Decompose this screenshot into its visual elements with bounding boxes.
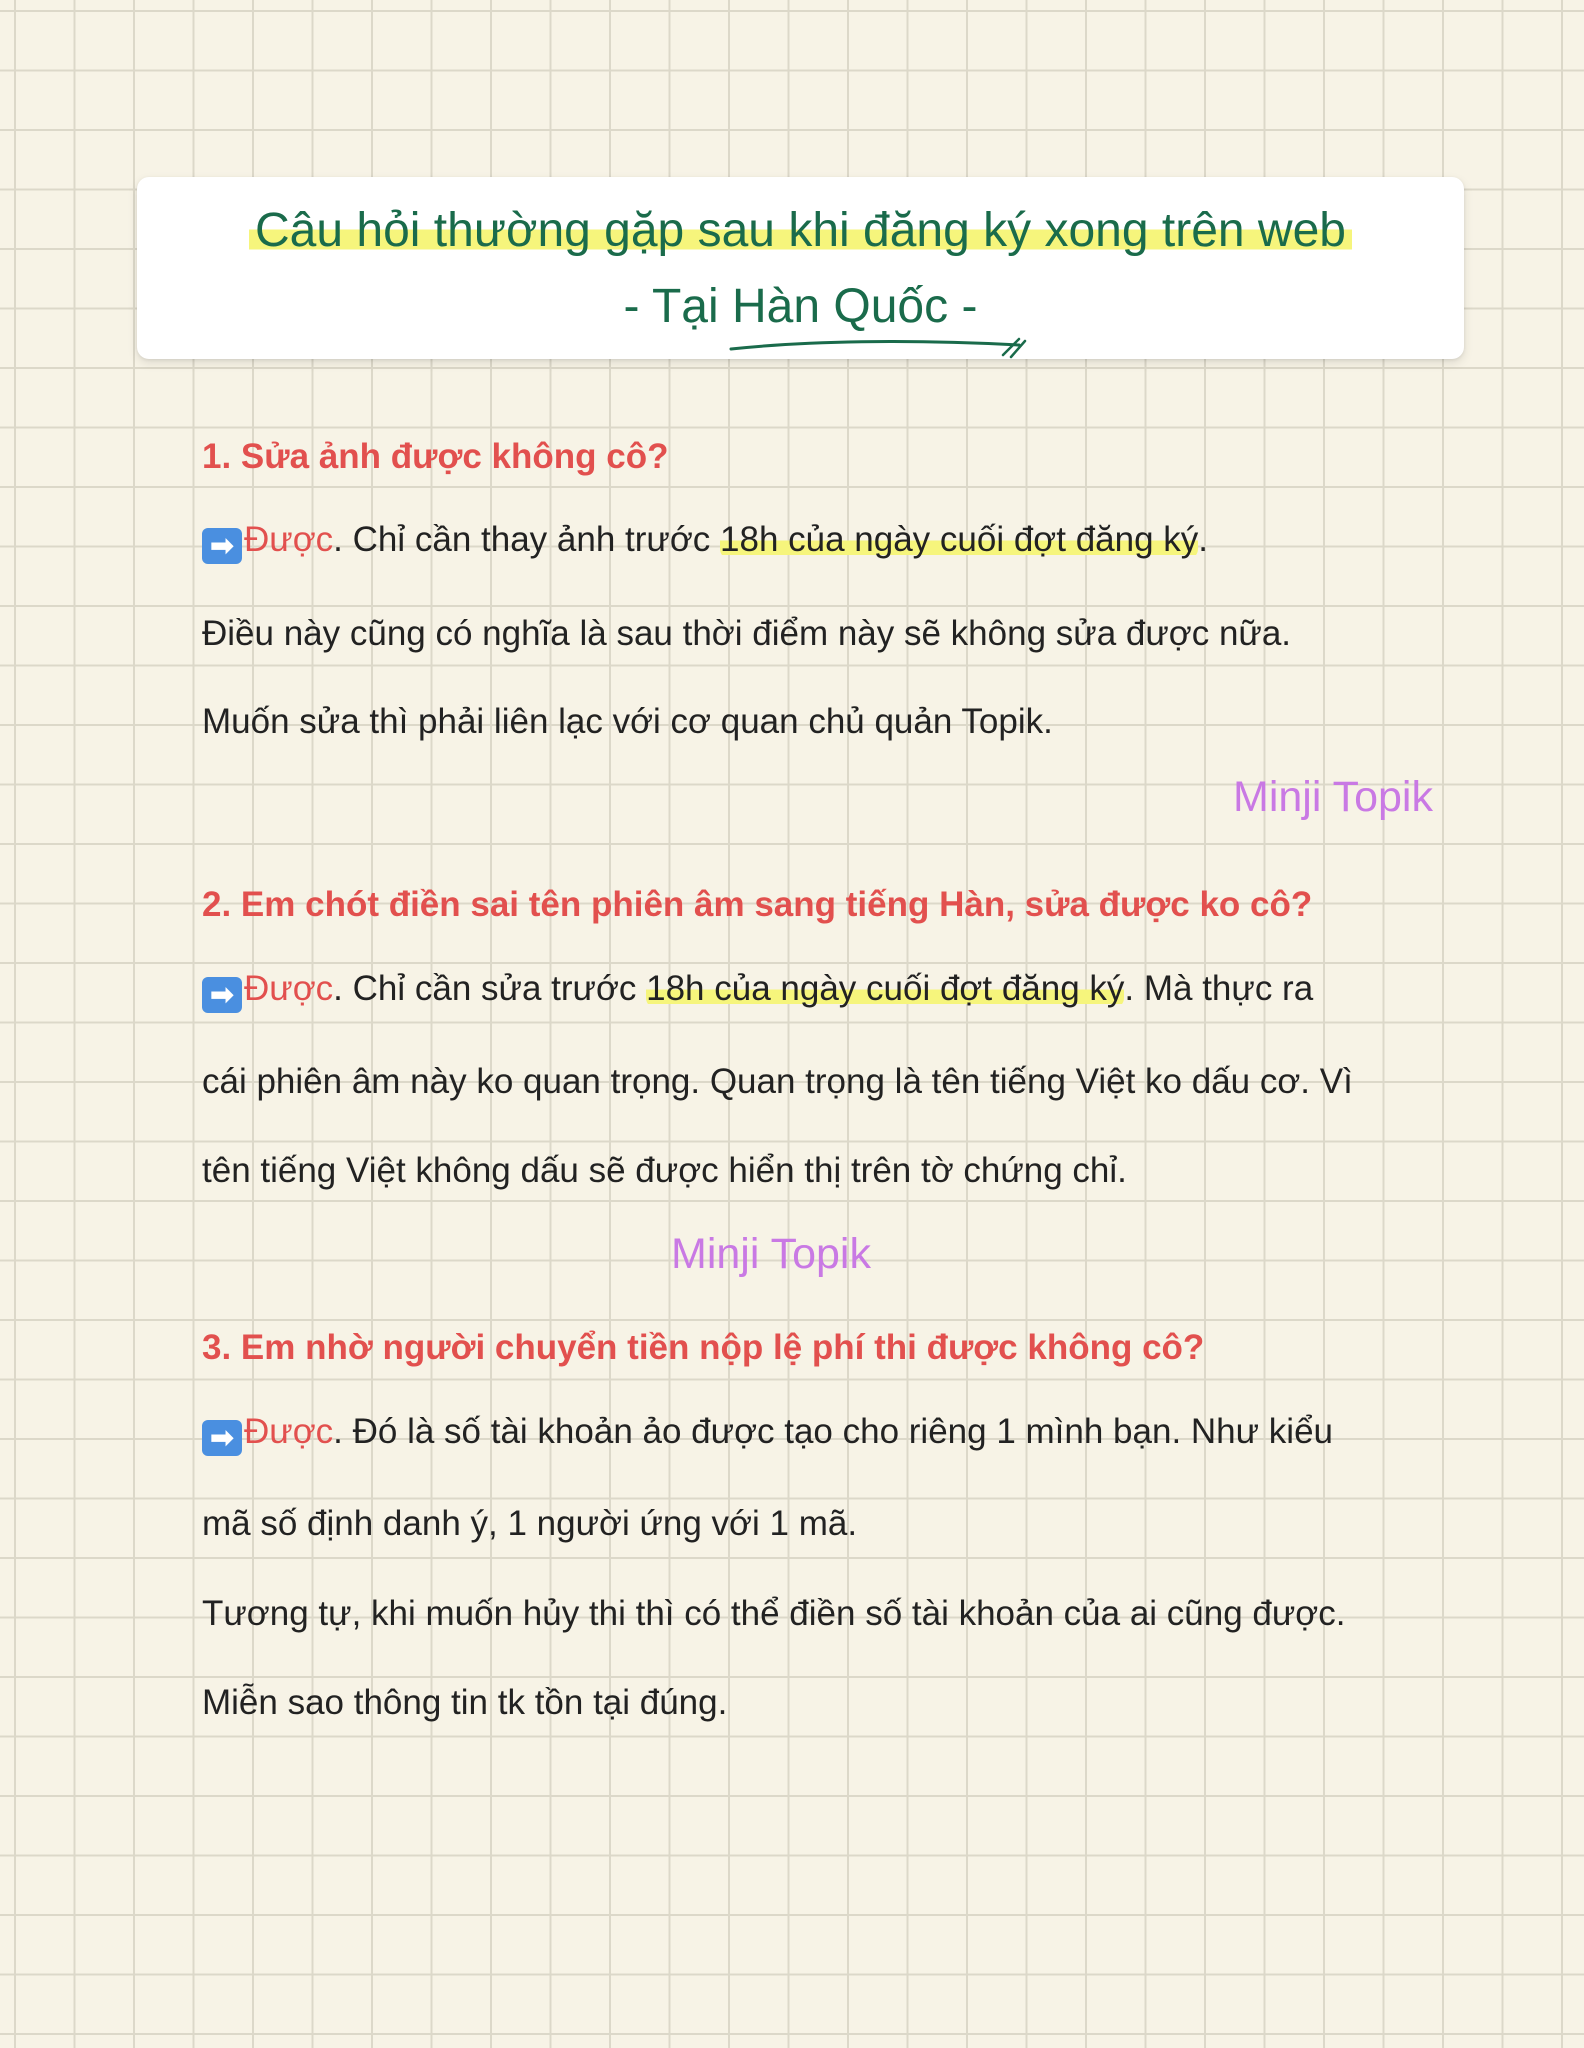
faq-answer-2-line-2: cái phiên âm này ko quan trọng. Quan trọng là tên tiếng Việt ko dấu cơ. Vì [202,1062,1353,1101]
answer-text: . Chỉ cần thay ảnh trước [333,520,721,559]
faq-answer-2-line-1 [202,967,1313,1013]
faq-answer-2-line-3: tên tiếng Việt không dấu sẽ được hiển thị trên tờ chứng chỉ. [202,1151,1127,1190]
subtitle-country: Hàn Quốc [732,280,949,333]
faq-question-2: 2. Em chót điền sai tên phiên âm sang tiếng Hàn, sửa được ko cô? [202,885,1313,924]
header-card [137,177,1464,359]
faq-question-1: 1. Sửa ảnh được không cô? [202,437,669,476]
faq-answer-3-line-1 [202,1410,1333,1456]
subtitle-suffix: - [948,280,978,333]
answer-text: . Đó là số tài khoản ảo được tạo cho riêng 1 mình bạn. Như kiểu [333,1412,1333,1451]
watermark-1: Minji Topik [1233,773,1433,821]
answer-text-end: . Mà thực ra [1124,969,1314,1008]
right-arrow-icon: ➡ [202,528,242,564]
page-subtitle [137,277,1464,337]
answer-text-end: . [1198,520,1209,559]
deadline-highlight: 18h của ngày cuối đợt đăng ký [646,969,1125,1008]
faq-answer-1-line-2: Điều này cũng có nghĩa là sau thời điểm này sẽ không sửa được nữa. [202,614,1292,653]
faq-answer-3-line-2: mã số định danh ý, 1 người ứng với 1 mã. [202,1504,858,1543]
right-arrow-icon: ➡ [202,977,242,1013]
page-title-text: Câu hỏi thường gặp sau khi đăng ký xong trên web [249,204,1352,257]
faq-answer-1-line-3: Muốn sửa thì phải liên lạc với cơ quan chủ quản Topik. [202,702,1053,741]
faq-question-3: 3. Em nhờ người chuyển tiền nộp lệ phí thi được không cô? [202,1328,1205,1367]
page-title [137,201,1464,261]
swoosh-underline [727,331,1027,361]
right-arrow-icon: ➡ [202,1420,242,1456]
subtitle-prefix: - Tại [623,280,732,333]
watermark-2: Minji Topik [671,1230,871,1278]
faq-answer-1-line-1 [202,518,1208,564]
deadline-highlight: 18h của ngày cuối đợt đăng ký [720,520,1199,559]
answer-yes: Được [244,969,334,1008]
answer-yes: Được [244,1412,334,1451]
faq-answer-3-line-3: Tương tự, khi muốn hủy thi thì có thể điền số tài khoản của ai cũng được. [202,1594,1346,1633]
answer-yes: Được [244,520,334,559]
faq-answer-3-line-4: Miễn sao thông tin tk tồn tại đúng. [202,1683,728,1722]
answer-text: . Chỉ cần sửa trước [333,969,647,1008]
